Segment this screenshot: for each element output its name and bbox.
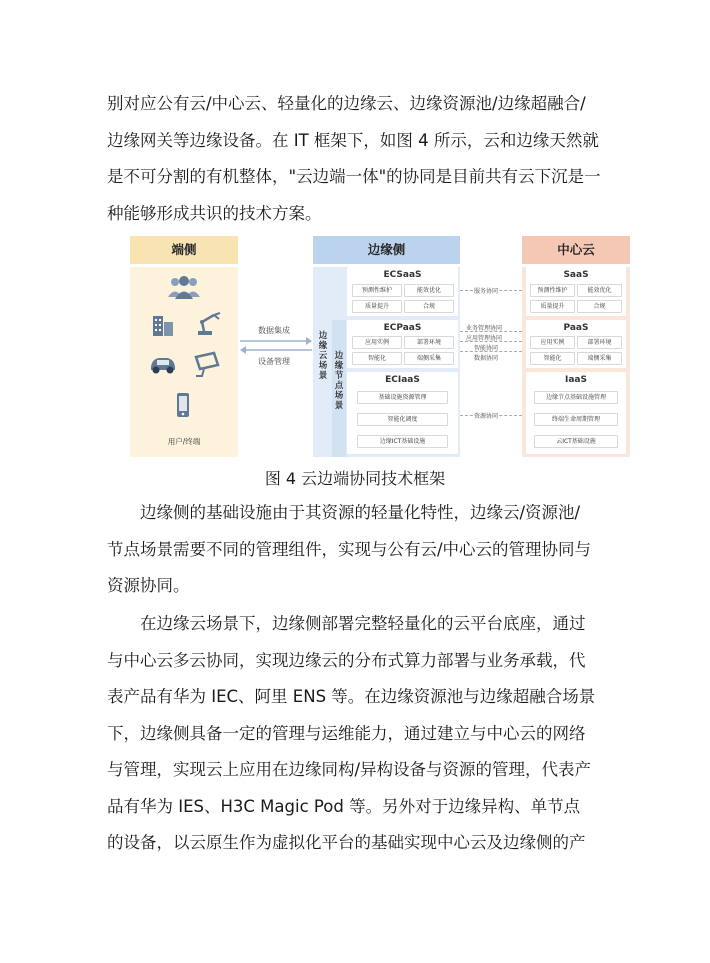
paragraph-3 — [107, 606, 607, 862]
eciaas-item: 智能化调度 — [357, 413, 448, 426]
para1-line-2: 边缘网关等边缘设备。在 IT 框架下，如图 4 所示，云和边缘天然就 — [107, 130, 599, 150]
saas-item: 预测性维护 — [530, 284, 575, 297]
ecsaas-title: ECSaaS — [383, 270, 422, 280]
iaas-box — [526, 372, 626, 454]
eciaas-item: 边缘ICT基础设施 — [357, 435, 448, 448]
connector-line — [460, 331, 522, 332]
para2-line-3: 资源协同。 — [107, 576, 190, 595]
ecpaas-item: 端侧采集 — [404, 352, 454, 365]
para3-line-2: 与中心云多云协同，实现边缘云的分布式算力部署与业务承载，代 — [107, 650, 586, 670]
figure-caption: 图 4 云边端协同技术框架 — [264, 469, 446, 488]
ecsaas-item: 合规 — [404, 300, 454, 313]
para3-line-7: 的设备，以云原生作为虚拟化平台的基础实现中心云及边缘侧的产 — [107, 833, 586, 852]
iaas-item: 终端生命周期管理 — [534, 413, 618, 426]
service-collab-label: 服务协同 — [474, 288, 499, 295]
ecsaas-item: 预测性维护 — [352, 284, 402, 297]
resource-collab-label: 资源协同 — [474, 413, 499, 420]
phone-icon — [175, 392, 191, 418]
iaas-item: 云ICT基础设施 — [534, 435, 618, 448]
paas-item: 应用实例 — [530, 336, 575, 349]
device-management-label: 设备管理 — [258, 357, 290, 366]
paas-title: PaaS — [563, 323, 589, 333]
data-integration-label: 数据集成 — [258, 326, 290, 335]
paragraph-1 — [107, 86, 607, 232]
ecpaas-item: 应用实例 — [352, 336, 402, 349]
app-mgmt-collab-label: 应用管理协同 — [466, 335, 503, 342]
paragraph-2 — [107, 495, 607, 605]
saas-title: SaaS — [563, 270, 589, 280]
para3-line-3: 表产品有华为 IEC、阿里 ENS 等。在边缘资源池与边缘超融合场景 — [107, 687, 596, 706]
users-icon — [167, 275, 201, 299]
arrow-left-icon — [240, 346, 312, 354]
para3-line-5: 与管理，实现云上应用在边缘同构/异构设备与资源的管理，代表产 — [107, 760, 592, 779]
para2-line-1: 边缘侧的基础设施由于其资源的轻量化特性，边缘云/资源池/ — [140, 503, 581, 522]
center-header — [522, 236, 630, 264]
robot-arm-icon — [194, 310, 222, 336]
eciaas-title: ECIaaS — [385, 375, 420, 385]
iaas-item: 边缘节点基础设施管理 — [534, 391, 618, 404]
ecpaas-box — [347, 320, 458, 368]
para1-line-3: 是不可分割的有机整体，"云边端一体"的协同是目前共有云下沉是一 — [107, 167, 601, 186]
paas-item: 端侧采集 — [577, 352, 622, 365]
ecpaas-item: 智能化 — [352, 352, 402, 365]
paas-item: 智能化 — [530, 352, 575, 365]
ecsaas-box — [347, 267, 458, 316]
edge-header — [313, 236, 460, 264]
iaas-title: IaaS — [565, 375, 587, 385]
ecpaas-item: 部署环境 — [404, 336, 454, 349]
saas-box — [526, 267, 626, 316]
para1-line-4: 种能够形成共识的技术方案。 — [107, 203, 322, 223]
edge-panel — [313, 267, 460, 457]
saas-item: 合规 — [577, 300, 622, 313]
eciaas-box — [347, 372, 458, 454]
data-collab-label: 数据协同 — [474, 355, 499, 362]
edge-header-text: 边缘侧 — [367, 242, 406, 257]
terminal-label: 用户/终端 — [167, 437, 201, 446]
connector-line — [460, 351, 522, 352]
ecsaas-item: 能效优化 — [404, 284, 454, 297]
camera-icon — [192, 351, 222, 377]
saas-item: 能效优化 — [577, 284, 622, 297]
edge-node-scenario-label: 边缘节点场景 — [334, 351, 344, 411]
car-icon — [148, 353, 178, 375]
arrow-right-icon — [240, 337, 312, 345]
intelligence-collab-label: 智能协同 — [474, 345, 499, 352]
building-icon — [150, 314, 176, 336]
para3-line-6: 品有华为 IES、H3C Magic Pod 等。另外对于边缘异构、单节点 — [107, 796, 581, 816]
connector-line — [460, 341, 522, 342]
center-panel — [522, 267, 630, 457]
edge-cloud-scenario-label: 边缘云场景 — [318, 331, 328, 381]
para3-line-4: 下，边缘侧具备一定的管理与运维能力，通过建立与中心云的网络 — [107, 723, 586, 743]
business-mgmt-collab-label: 业务管理协同 — [466, 325, 503, 332]
terminal-header — [130, 236, 238, 264]
center-header-text: 中心云 — [557, 242, 595, 257]
terminal-panel — [130, 267, 238, 457]
paas-box — [526, 320, 626, 368]
para1-line-1: 别对应公有云/中心云、轻量化的边缘云、边缘资源池/边缘超融合/ — [107, 94, 586, 113]
ecsaas-item: 质量提升 — [352, 300, 402, 313]
framework-diagram — [130, 236, 630, 460]
paas-item: 部署环境 — [577, 336, 622, 349]
terminal-header-text: 端侧 — [171, 242, 197, 257]
ecpaas-title: ECPaaS — [383, 323, 422, 333]
eciaas-item: 基础设施资源管理 — [357, 391, 448, 404]
para2-line-2: 节点场景需要不同的管理组件，实现与公有云/中心云的管理协同与 — [107, 539, 592, 559]
saas-item: 质量提升 — [530, 300, 575, 313]
para3-line-1: 在边缘云场景下，边缘侧部署完整轻量化的云平台底座，通过 — [140, 614, 586, 633]
